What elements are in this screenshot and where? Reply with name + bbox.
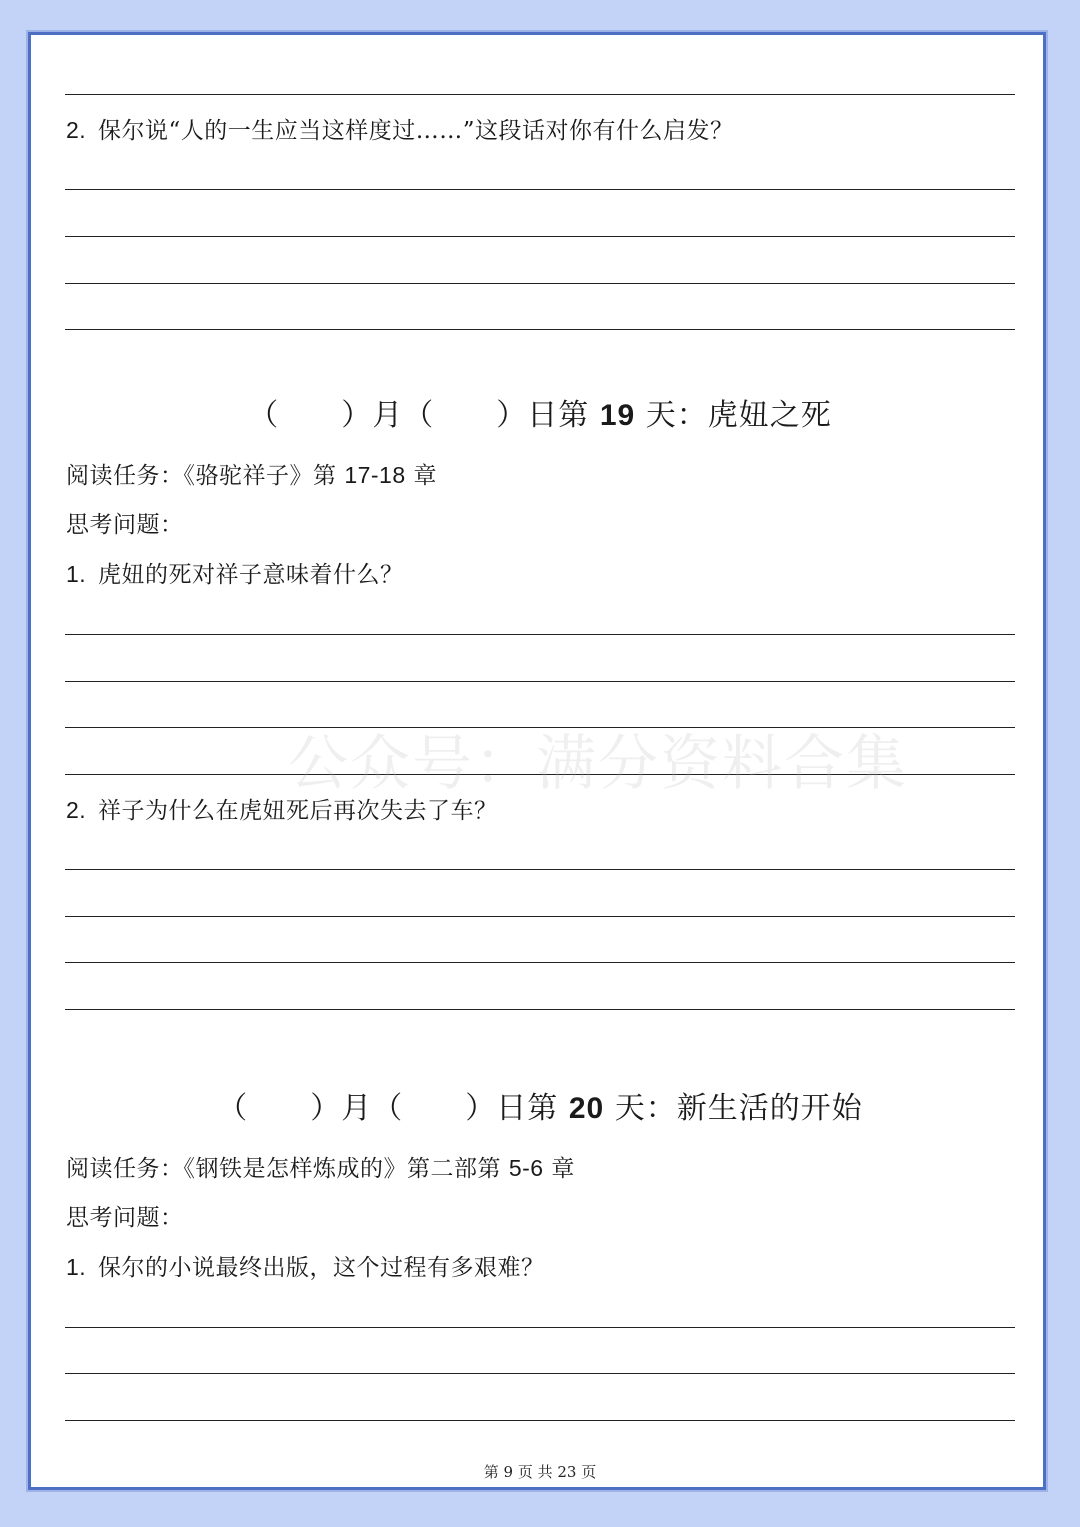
day20-heading bbox=[0, 1089, 1080, 1129]
task-label: 阅读任务： bbox=[66, 463, 184, 489]
day-number: 19 bbox=[599, 399, 636, 432]
heading-date-blanks: （ ）月（ ）日第 bbox=[217, 1091, 569, 1126]
answer-line bbox=[65, 916, 1015, 917]
question-number: 2. bbox=[66, 797, 87, 823]
question-text: 虎妞的死对祥子意味着什么？ bbox=[98, 562, 404, 588]
question-text: 祥子为什么在虎妞死后再次失去了车？ bbox=[98, 798, 498, 824]
day19-questions-label: 思考问题： bbox=[66, 512, 184, 538]
day20-questions-label: 思考问题： bbox=[66, 1205, 184, 1231]
heading-title: 天：新生活的开始 bbox=[604, 1091, 863, 1126]
task-range: 17-18 bbox=[344, 462, 406, 488]
answer-line bbox=[65, 634, 1015, 635]
day20-reading-task bbox=[66, 1153, 575, 1184]
page-footer: 第 9 页 共 23 页 bbox=[483, 1463, 597, 1481]
answer-line bbox=[65, 94, 1015, 95]
question-number: 2. bbox=[66, 117, 87, 143]
answer-line bbox=[65, 1373, 1015, 1374]
task-range: 5-6 bbox=[508, 1155, 544, 1181]
answer-line bbox=[65, 189, 1015, 190]
task-book: 《骆驼祥子》第 bbox=[183, 463, 345, 489]
answer-line bbox=[65, 1327, 1015, 1328]
answer-line bbox=[65, 236, 1015, 237]
answer-line bbox=[65, 329, 1015, 330]
day19-question-1 bbox=[66, 559, 404, 590]
question-2-prev bbox=[66, 115, 734, 146]
day20-question-1 bbox=[66, 1252, 545, 1283]
question-text: 保尔说“人的一生应当这样度过……”这段话对你有什么启发？ bbox=[98, 118, 734, 144]
task-unit: 章 bbox=[405, 463, 437, 489]
answer-line bbox=[65, 962, 1015, 963]
answer-line bbox=[65, 283, 1015, 284]
day19-heading bbox=[0, 396, 1080, 436]
question-number: 1. bbox=[66, 1254, 87, 1280]
answer-line bbox=[65, 681, 1015, 682]
day19-reading-task bbox=[66, 460, 437, 491]
task-unit: 章 bbox=[543, 1156, 575, 1182]
watermark: 公众号：满分资料合集 bbox=[288, 729, 908, 799]
answer-line bbox=[65, 1420, 1015, 1421]
answer-line bbox=[65, 1009, 1015, 1010]
answer-line bbox=[65, 869, 1015, 870]
day-number: 20 bbox=[568, 1092, 605, 1125]
task-book: 《钢铁是怎样炼成的》第二部第 bbox=[183, 1156, 509, 1182]
question-text: 保尔的小说最终出版，这个过程有多艰难？ bbox=[98, 1255, 545, 1281]
question-number: 1. bbox=[66, 561, 87, 587]
heading-title: 天：虎妞之死 bbox=[635, 398, 832, 433]
heading-date-blanks: （ ）月（ ）日第 bbox=[248, 398, 600, 433]
task-label: 阅读任务： bbox=[66, 1156, 184, 1182]
